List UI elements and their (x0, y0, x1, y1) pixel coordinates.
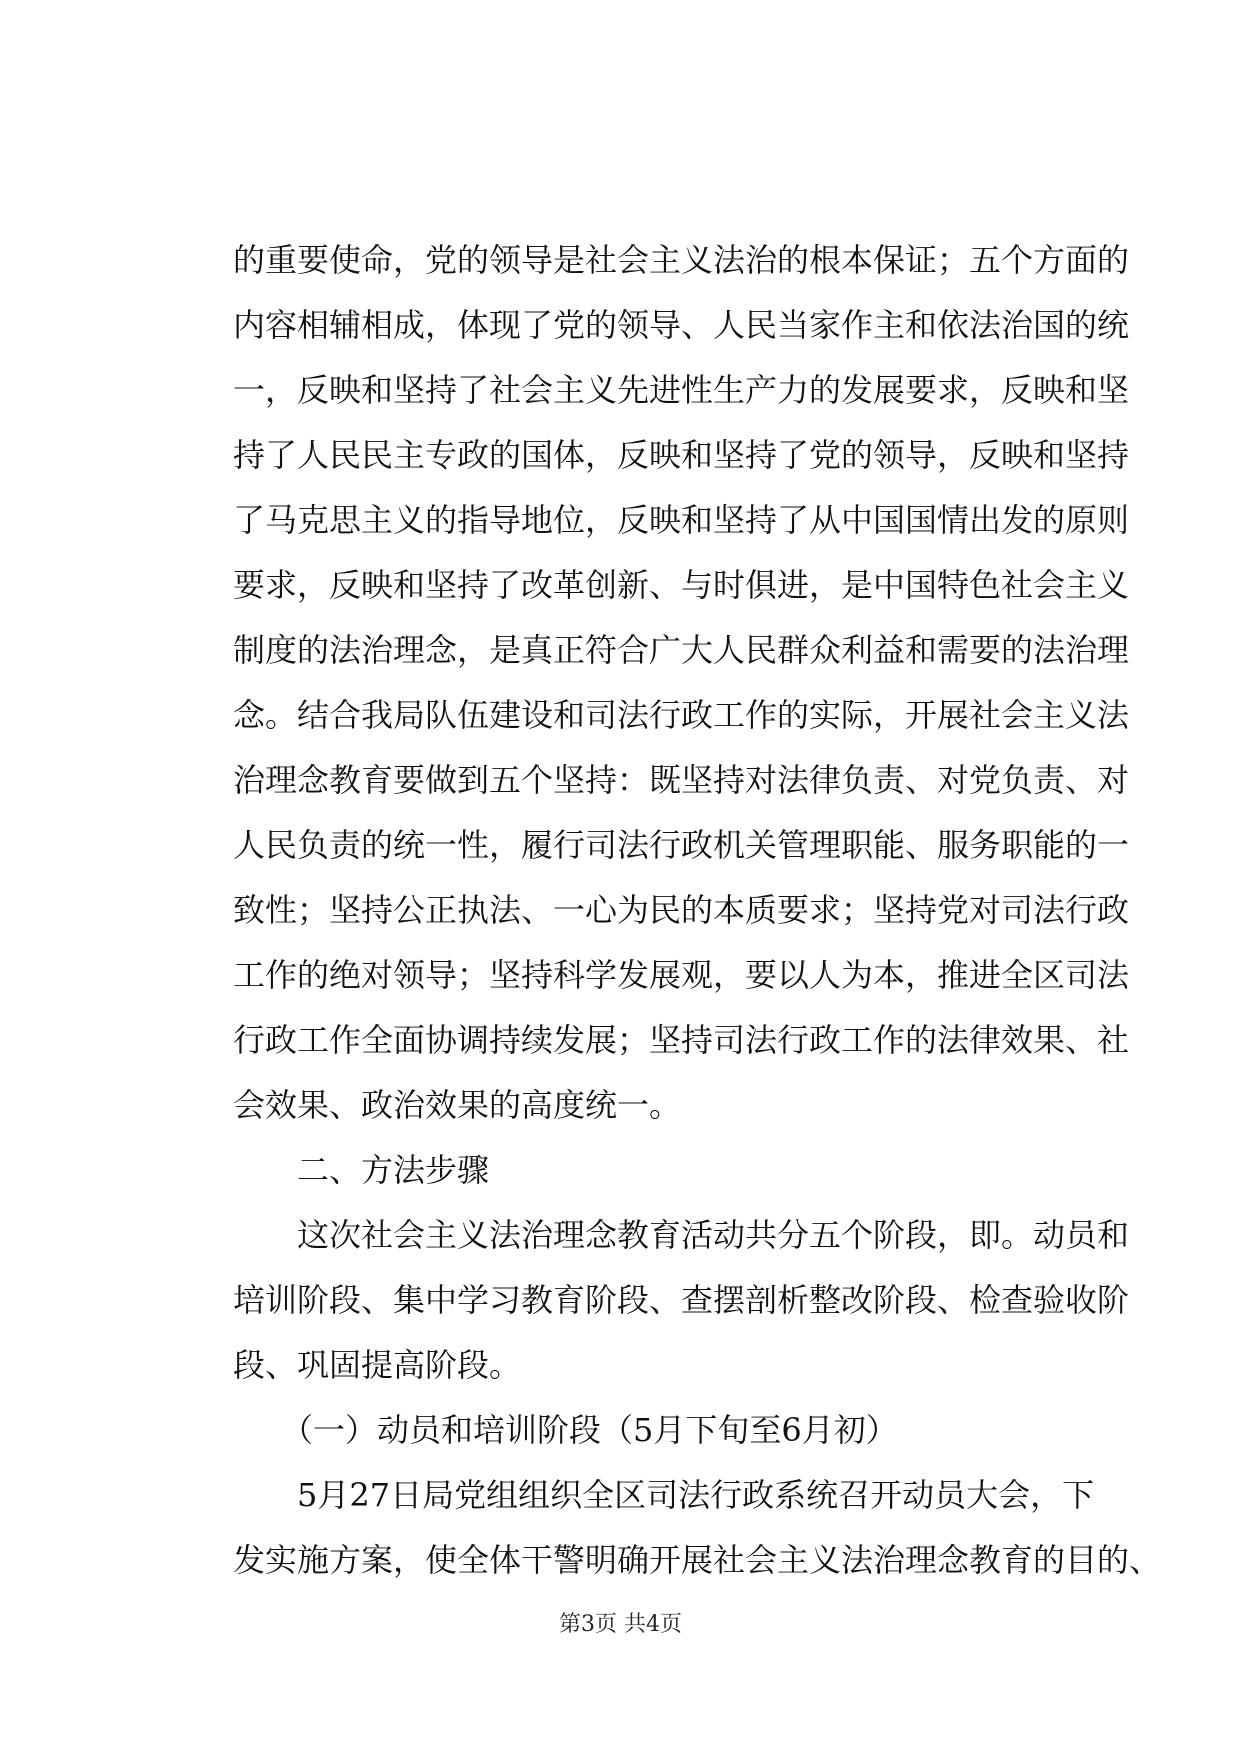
text-line-17: 培训阶段、集中学习教育阶段、查摆剖析整改阶段、检查验收阶 (233, 1281, 1130, 1319)
body-text (233, 228, 1162, 1593)
text-line-20: 5月27日局党组组织全区司法行政系统召开动员大会，下 (233, 1476, 1095, 1514)
text-line-10: 人民负责的统一性，履行司法行政机关管理职能、服务职能的一 (233, 826, 1130, 864)
text-line-2: 内容相辅相成，体现了党的领导、人民当家作主和依法治国的统 (233, 306, 1130, 344)
page-number-footer: 第3页 共4页 (559, 1612, 682, 1637)
text-line-4: 持了人民民主专政的国体，反映和坚持了党的领导，反映和坚持 (233, 436, 1130, 474)
text-line-11: 致性；坚持公正执法、一心为民的本质要求；坚持党对司法行政 (233, 891, 1130, 929)
text-line-13: 行政工作全面协调持续发展；坚持司法行政工作的法律效果、社 (233, 1021, 1130, 1059)
text-line-6: 要求，反映和坚持了改革创新、与时俱进，是中国特色社会主义 (233, 566, 1130, 604)
text-line-16: 这次社会主义法治理念教育活动共分五个阶段，即。动员和 (233, 1216, 1130, 1254)
text-line-14: 会效果、政治效果的高度统一。 (233, 1086, 682, 1124)
text-line-5: 了马克思主义的指导地位，反映和坚持了从中国国情出发的原则 (233, 501, 1130, 539)
text-line-3: 一，反映和坚持了社会主义先进性生产力的发展要求，反映和坚 (233, 371, 1130, 409)
text-line-12: 工作的绝对领导；坚持科学发展观，要以人为本，推进全区司法 (233, 956, 1130, 994)
section-heading: 二、方法步骤 (233, 1151, 490, 1189)
text-line-9: 治理念教育要做到五个坚持：既坚持对法律负责、对党负责、对 (233, 761, 1130, 799)
text-line-1: 的重要使命，党的领导是社会主义法治的根本保证；五个方面的 (233, 241, 1130, 279)
text-line-21: 发实施方案，使全体干警明确开展社会主义法治理念教育的目的、 (233, 1541, 1162, 1579)
text-line-7: 制度的法治理念，是真正符合广大人民群众利益和需要的法治理 (233, 631, 1130, 669)
text-line-18: 段、巩固提高阶段。 (233, 1346, 522, 1384)
subsection-heading: （一）动员和培训阶段（5月下旬至6月初） (233, 1411, 898, 1449)
text-line-8: 念。结合我局队伍建设和司法行政工作的实际，开展社会主义法 (233, 696, 1130, 734)
